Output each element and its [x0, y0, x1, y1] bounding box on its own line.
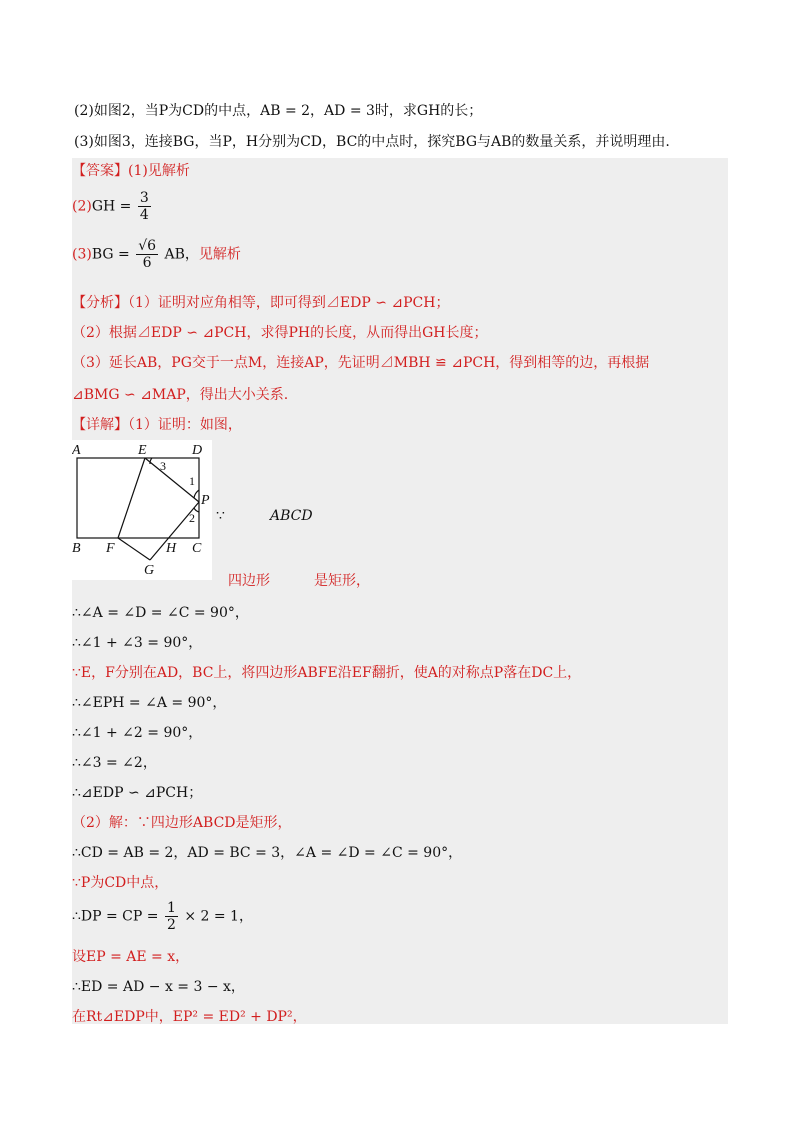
answer-part3-prefix: (3) — [72, 246, 92, 263]
detail-line-4: ∴∠1 + ∠3 = 90°， — [72, 635, 203, 651]
dp-cp-rhs: × 2 = 1， — [184, 908, 253, 925]
quad-label: 四边形 — [228, 573, 270, 589]
is-rectangle-label: 是矩形， — [314, 573, 370, 589]
detail-line-8: ∴∠3 = ∠2， — [72, 755, 157, 771]
fraction-1-2 — [165, 900, 178, 933]
answer-label: 【答案】 — [72, 163, 128, 179]
label-f: F — [106, 541, 115, 556]
rectangle-abcd — [77, 458, 199, 538]
label-p: P — [201, 493, 210, 508]
question-2: (2)如图2，当P为CD的中点，AB = 2，AD = 3时，求GH的长； — [74, 103, 483, 119]
answer-part3-rhs: AB， — [164, 246, 199, 263]
question-3: (3)如图3，连接BG，当P，H分别为CD，BC的中点时，探究BG与AB的数量关系，并说明理由. — [74, 134, 670, 150]
answer-line-1 — [72, 160, 190, 180]
segment-fg — [118, 538, 150, 560]
rectangle-fold-diagram — [72, 440, 212, 580]
detail-line-9: ∴⊿EDP ∽ ⊿PCH； — [72, 785, 203, 801]
solution-panel — [72, 158, 728, 1024]
detail-line-13 — [72, 900, 253, 933]
label-a: A — [72, 443, 81, 458]
label-e: E — [138, 443, 147, 458]
dp-cp-lhs: ∴DP = CP = — [72, 908, 159, 925]
answer-part3-tail: 见解析 — [198, 246, 241, 263]
fraction-denominator: 6 — [142, 255, 152, 271]
fold-line-ef — [118, 458, 145, 538]
fraction-denominator: 4 — [139, 207, 149, 223]
because-symbol: ∵ — [216, 508, 225, 524]
analysis-line-1 — [72, 292, 449, 312]
answer-part2-prefix: (2) — [72, 198, 92, 215]
analysis-label: 【分析】 — [72, 295, 128, 311]
detail-line-11: ∴CD = AB = 2，AD = BC = 3，∠A = ∠D = ∠C = 90°， — [72, 845, 463, 861]
answer-part3-lhs: BG = — [91, 246, 130, 263]
detail-line-14: 设EP = AE = x， — [72, 949, 190, 965]
angle-label-2: 2 — [189, 511, 195, 525]
detail-text-1: （1）证明：如图， — [128, 417, 242, 433]
answer-part2-lhs: GH = — [91, 198, 132, 215]
geometry-figure — [72, 440, 212, 580]
angle-arc-1 — [194, 490, 199, 498]
analysis-text-1: （1）证明对应角相等，即可得到⊿EDP ∽ ⊿PCH； — [128, 295, 450, 311]
answer-part1: (1)见解析 — [128, 163, 190, 179]
analysis-line-4: ⊿BMG ∽ ⊿MAP，得出大小关系. — [72, 387, 289, 403]
answer-line-3 — [72, 238, 241, 271]
fraction-numerator: 3 — [139, 190, 149, 206]
answer-line-2 — [72, 190, 153, 223]
detail-line-3: ∴∠A = ∠D = ∠C = 90°， — [72, 605, 249, 621]
abcd-label: ABCD — [270, 508, 313, 524]
detail-line-5: ∵E，F分别在AD，BC上，将四边形ABFE沿EF翻折，使A的对称点P落在DC上， — [72, 665, 582, 681]
detail-line-6: ∴∠EPH = ∠A = 90°， — [72, 695, 227, 711]
detail-line-16: 在Rt⊿EDP中，EP² = ED² + DP²， — [72, 1009, 307, 1025]
label-b: B — [72, 541, 81, 556]
detail-label: 【详解】 — [72, 417, 128, 433]
detail-line-15: ∴ED = AD − x = 3 − x， — [72, 979, 245, 995]
fraction-sqrt6-6 — [136, 238, 158, 271]
angle-label-3: 3 — [160, 459, 166, 473]
label-d: D — [192, 443, 203, 458]
fraction-denominator: 2 — [166, 917, 176, 933]
label-c: C — [192, 541, 202, 556]
detail-line-7: ∴∠1 + ∠2 = 90°， — [72, 725, 203, 741]
fraction-3-4 — [138, 190, 151, 223]
analysis-line-3: （3）延长AB，PG交于一点M，连接AP，先证明⊿MBH ≌ ⊿PCH，得到相等的边，再根据 — [72, 355, 650, 371]
angle-label-1: 1 — [189, 474, 195, 488]
fraction-numerator: √6 — [138, 238, 157, 254]
detail-line-10: （2）解：∵四边形ABCD是矩形， — [72, 815, 292, 831]
detail-line-1 — [72, 414, 242, 434]
fraction-numerator: 1 — [166, 900, 176, 916]
analysis-line-2: （2）根据⊿EDP ∽ ⊿PCH，求得PH的长度，从而得出GH长度； — [72, 325, 488, 341]
detail-line-12: ∵P为CD中点， — [72, 875, 169, 891]
abcd-text — [270, 508, 313, 524]
label-g: G — [144, 563, 155, 578]
label-h: H — [166, 541, 177, 556]
